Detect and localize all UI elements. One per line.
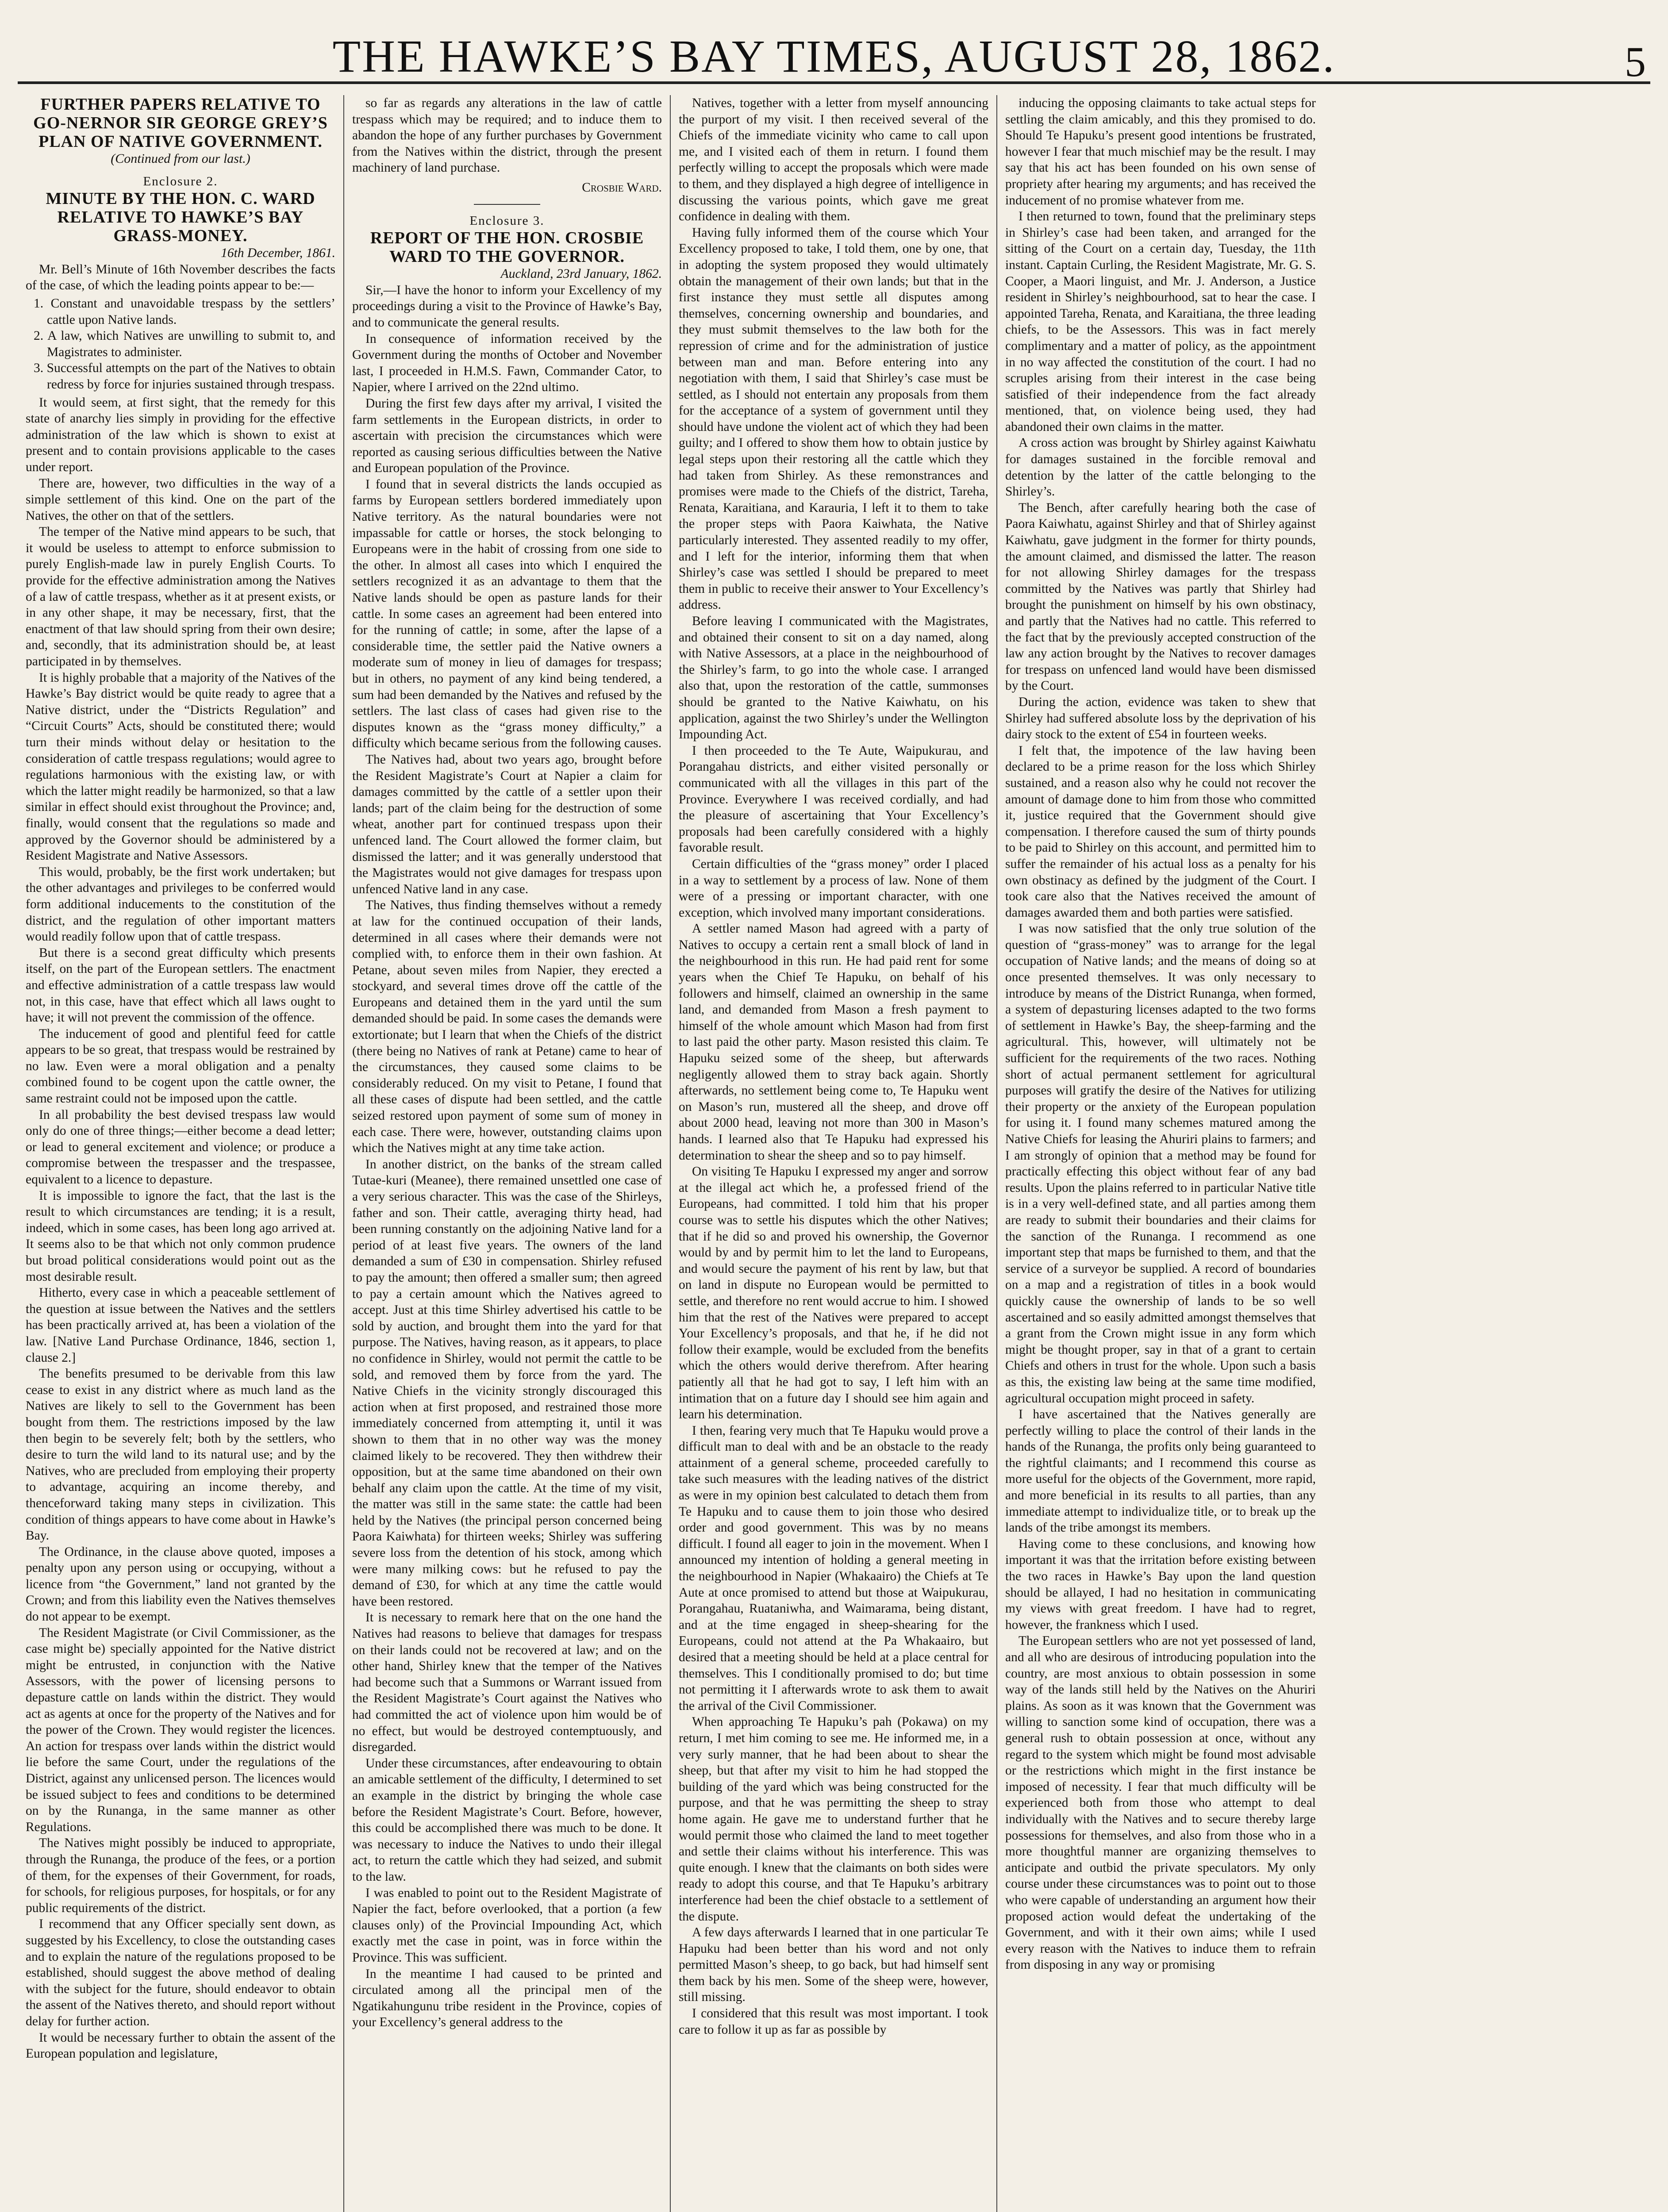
paragraph: A few days afterwards I learned that in one particular Te Hapuku had been better than his word and not only permitted Mason’s sheep, to go back, but had himself sent them back by his men. Some of the sheep were, however, still missing. bbox=[679, 1925, 988, 2005]
masthead bbox=[18, 31, 1650, 84]
paragraph: Having come to these conclusions, and knowing how important it was that the irritation before existing between the two races in Hawke’s Bay upon the land question should be allayed, I had no hesitation in communicating my views with great freedom. I have had to regret, however, the frankness which I used. bbox=[1005, 1536, 1316, 1632]
paragraph: But there is a second great difficulty which presents itself, on the part of the European settlers. The enactment and effective administration of a cattle trespass law would not, in this case, have that effect which all laws ought to have; it will not prevent the commission of the offence. bbox=[26, 945, 335, 1025]
column-4 bbox=[997, 95, 1324, 2212]
paragraph: It would be necessary further to obtain the assent of the European population and legislature, bbox=[26, 2030, 335, 2061]
paragraph: On visiting Te Hapuku I expressed my anger and sorrow at the illegal act which he, a professed friend of the Europeans, had committed. I told him that his proper course was to settle his disputes which the other Natives; that if he did so and proved his ownership, the Governor would by and by permit him to let the land to Europeans, and would secure the payment of his rent by law, but that on land in dispute no European would be permitted to settle, and therefore no rent would accrue to him. I showed him that the rest of the Natives were prepared to accept Your Excellency’s proposals, and that he, if he did not follow their example, would be excluded from the benefits which the others would derive therefrom. After hearing patiently all that he had got to say, I left him with an intimation that on a future day I should see him again and learn his determination. bbox=[679, 1164, 988, 1422]
paragraph: Natives, together with a letter from myself announcing the purport of my visit. I then received several of the Chiefs of the immediate vicinity who came to call upon me, and I visited each of them in return. I found them perfectly willing to accept the proposals which were made to them, and they displayed a high degree of intelligence in discussing the various points, which gave me great confidence in dealing with them. bbox=[679, 96, 988, 224]
paragraph: The inducement of good and plentiful feed for cattle appears to be so great, that trespass would be restrained by no law. Even were a moral obligation and a penalty combined found to be cogent upon the cattle owner, the same restraint could not be imposed upon the cattle. bbox=[26, 1026, 335, 1106]
paragraph: I was now satisfied that the only true solution of the question of “grass-money” was to arrange for the legal occupation of Native lands; and the means of doing so at once presented themselves. It was only necessary to introduce by means of the District Runanga, when formed, a system of depasturing licenses adapted to the two forms of settlement in Hawke’s Bay, the sheep-farming and the agricultural. This, however, will ultimately not be sufficient for the requirements of the two races. Nothing short of actual permanent settlement for agricultural purposes will gratify the desire of the Natives for utilizing their property or the anxiety of the European population for using it. I found many schemes matured among the Native Chiefs for leasing the Ahuriri plains to farmers; and I am strongly of opinion that a method may be found for practically effecting this object without fear of any bad results. Upon the plains referred to in particular Native title is in a very well-defined state, and all parties among them are ready to submit their boundaries and their claims for the sanction of the Runanga. I recommend as one important step that maps be furnished to them, and that the service of a surveyor be supplied. A record of boundaries on a map and a registration of titles in a book would quickly cause the ownership of lands to be so well ascertained and so easily admitted amongst themselves that a grant from the Crown might issue in any form which might be thought proper, say in that of a grant to certain Chiefs and others in trust for the whole. Upon such a basis as this, the existing law being at the same time modified, agricultural occupation might proceed in safety. bbox=[1005, 922, 1316, 1406]
paragraph: The Natives, thus finding themselves without a remedy at law for the continued occupation of their lands, determined in all cases where their demands were not complied with, to enforce them in their own fashion. At Petane, about seven miles from Napier, they erected a stockyard, and several times drove off the cattle of the Europeans and detained them in the yard until the sum demanded should be paid. In some cases the demands were extortionate; but I learn that when the Chiefs of the district (there being no Natives of rank at Petane) came to hear of the circumstances, they caused some claims to be considerably reduced. On my visit to Petane, I found that all these cases of dispute had been settled, and the cattle seized restored upon payment of some sum of money in each case. There were, however, outstanding claims upon which the Natives might at any time take action. bbox=[352, 898, 662, 1156]
article-columns bbox=[18, 95, 1650, 2212]
paragraph: I have ascertained that the Natives generally are perfectly willing to place the control of their lands in the hands of the Runanga, the profits only being guaranteed to the rightful claimants; and I recommend this course as more useful for the objects of the Government, more rapid, and more beneficial in its results to all parties, than any immediate attempt to individualize title, or to break up the lands of the tribe amongst its members. bbox=[1005, 1407, 1316, 1535]
paragraph: During the action, evidence was taken to shew that Shirley had suffered absolute loss by the deprivation of his dairy stock to the extent of £54 in fourteen weeks. bbox=[1005, 695, 1316, 742]
paragraph: It is impossible to ignore the fact, that the last is the result to which circumstances are tending; it is a result, indeed, which in some cases, has been long ago arrived at. It seems also to be that which not only common prudence but broad political considerations would point out as the most desirable result. bbox=[26, 1188, 335, 1284]
paragraph: I considered that this result was most important. I took care to follow it up as far as possible by bbox=[679, 2006, 988, 2037]
paragraph: so far as regards any alterations in the law of cattle trespass which may be required; and to induce them to abandon the hope of any further purchases by Government from the Natives within the district, through the present machinery of land purchase. bbox=[352, 96, 662, 175]
paragraph: Under these circumstances, after endeavouring to obtain an amicable settlement of the difficulty, I determined to set an example in the district by bringing the whole case before the Resident Magistrate’s Court. Before, however, this could be accomplished there was much to be done. It was necessary to induce the Natives to undo their illegal act, to return the cattle which they had seized, and submit to the law. bbox=[352, 1756, 662, 1884]
minute-heading: MINUTE BY THE HON. C. WARD RELATIVE TO HAWKE’S BAY GRASS-MONEY. bbox=[46, 189, 315, 246]
paragraph: I then, fearing very much that Te Hapuku would prove a difficult man to deal with and be an obstacle to the ready attainment of a general scheme, proceeded carefully to take such measures with the leading natives of the district as were in my opinion best calculated to detach them from Te Hapuku and to cause them to join those who desired order and good government. This was by no means difficult. I found all eager to join in the movement. When I announced my intention of holding a general meeting in the neighbourhood in Napier (Whakaairo) the Chiefs at Te Aute at once promised to attend but those at Waipukurau, Porangahau, Ruataniwha, and Waimarama, being distant, and at the time engaged in sheep-shearing for the Europeans, could not attend at the Pa Whakaairo, but desired that a meeting should be held at a place central for themselves. This I conditionally promised to do; but time not permitting it I afterwards wrote to ask them to await the arrival of the Civil Commissioner. bbox=[679, 1423, 988, 1713]
paragraph: The Resident Magistrate (or Civil Commissioner, as the case might be) specially appointed for the Native district might be entrusted, in conjunction with the Native Assessors, with the power of licensing persons to depasture cattle on lands within the district. They would act as agents at once for the property of the Natives and for the power of the Crown. They would register the licences. An action for trespass over lands within the district would lie before the same Court, under the regulations of the District, against any unlicensed person. The licences would be issued subject to fees and conditions to be determined on by the Runanga, in the same manner as other Regulations. bbox=[26, 1625, 335, 1834]
paragraph: It would seem, at first sight, that the remedy for this state of anarchy lies simply in providing for the effective administration of the law which is shown to exist at present and to contain provisions applicable to the cases under report. bbox=[26, 395, 335, 474]
paragraph: I found that in several districts the lands occupied as farms by European settlers bordered immediately upon Native territory. As the natural boundaries were not impassable for cattle or horses, the stock belonging to Europeans were in the habit of crossing from one side to the other. In almost all cases into which I enquired the settlers recognized it as an advantage to them that the Native lands should be open as pasture lands for their cattle. In some cases an agreement had been entered into for the running of cattle; in some, after the lapse of a considerable time, the settler paid the Native owners a moderate sum of money in lieu of damages for trespass; but in others, no payment of any kind being tendered, a sum had been demanded by the Natives and refused by the settlers. The last class of cases had given rise to the disputes known as the “grass money difficulty,” a difficulty which became serious from the following causes. bbox=[352, 477, 662, 751]
paragraph: It is highly probable that a majority of the Natives of the Hawke’s Bay district would be quite ready to agree that a Native district, under the “Districts Regulation” and “Circuit Courts” Acts, should be constituted there; would turn their minds without delay or hesitation to the consideration of cattle trespass regulations; would agree to regulations harmonious with the existing law, or with which the latter might readily be harmonized, so that a law similar in effect should exist throughout the Province; and, finally, would consent that the regulations so made and approved by the Governor should be administered by a Resident Magistrate and Native Assessors. bbox=[26, 670, 335, 863]
points-list bbox=[26, 296, 335, 393]
paragraph: I recommend that any Officer specially sent down, as suggested by his Excellency, to close the outstanding cases and to explain the nature of the regulations proposed to be established, should suggest the above method of dealing with the subject for the future, should endeavor to obtain the assent of the Natives thereto, and should report without delay for further action. bbox=[26, 1917, 335, 2028]
paragraph: Having fully informed them of the course which Your Excellency proposed to take, I told them, one by one, that in adopting the system proposed they would ultimately obtain the management of their own lands; but that in the first instance they must settle all disputes among themselves, concerning ownership and boundaries, and they must submit themselves to the law both for the repression of crime and for the administration of justice between man and man. Before entering into any negotiation with them, I said that Shirley’s case must be settled, as I should not entertain any proposals from them for the acceptance of a system of government until they should have undone the violent act of which they had been guilty; and I offered to show them how to obtain justice by legal steps upon their restoring all the cattle which they had taken from Shirley. As these remonstrances and promises were made to the Chiefs of the district, Tareha, Renata, Karaitiana, and Karauria, I left it to them to take the proper steps with Paora Kaiwhata, the Native particularly interested. They assented readily to my offer, and I left for the interior, informing them that when Shirley’s case was settled I should be prepared to meet them in public to receive their answer to Your Excellency’s address. bbox=[679, 225, 988, 612]
paragraph: The Natives might possibly be induced to appropriate, through the Runanga, the produce of the fees, or a portion of them, for the expenses of their Government, for roads, for schools, for religious purposes, for hospitals, or for any public requirements of the district. bbox=[26, 1836, 335, 1915]
paragraph: The temper of the Native mind appears to be such, that it would be useless to attempt to enforce submission to purely English-made law in purely English Courts. To provide for the effective administration among the Natives of a law of cattle trespass, whether as it at present exists, or in any other shape, it may be necessary, first, that the enactment of that law should spring from their own desire; and, secondly, that its administration should be, at least participated in by themselves. bbox=[26, 525, 335, 669]
report-date: Auckland, 23rd January, 1862. bbox=[500, 267, 662, 281]
paragraph: In the meantime I had caused to be printed and circulated among all the principal men of the Ngatikahungunu tribe resident in the Province, copies of your Excellency’s general address to the bbox=[352, 1966, 662, 2030]
paragraph: In another district, on the banks of the stream called Tutae-kuri (Meanee), there remained unsettled one case of a very serious character. This was the case of the Shirleys, father and son. Their cattle, averaging thirty head, had been running constantly on the adjoining Native land for a period of at least five years. The owners of the land demanded a sum of £30 in compensation. Shirley refused to pay the amount; then offered a smaller sum; then agreed to pay a certain amount which the Natives agreed to accept. Just at this time Shirley advertised his cattle to be sold by auction, and brought them into the yard for that purpose. The Natives, having reason, as it appears, to place no confidence in Shirley, would not permit the cattle to be sold, and removed them by force from the yard. The Native Chiefs in the vicinity strongly discouraged this action when at first proposed, and restrained those more immediately concerned from attempting it, until it was shown to them that in no other way was the money claimed likely to be recovered. They then withdrew their opposition, but at the same time abandoned on their own behalf any claim upon the cattle. At the time of my visit, the matter was still in the same state: the cattle had been held by the Natives (the principal person concerned being Paora Kaiwhata) for thirteen weeks; Shirley was suffering severe loss from the detention of his stock, among which were many milking cows: but he refused to pay the demand of £30, for which at any time the cattle would have been restored. bbox=[352, 1157, 662, 1609]
paragraph: Hitherto, every case in which a peaceable settlement of the question at issue between the Natives and the settlers has been practically arrived at, has been a violation of the law. [Native Land Purchase Ordinance, 1846, section 1, clause 2.] bbox=[26, 1286, 335, 1365]
signature: Crosbie Ward. bbox=[582, 180, 662, 195]
paragraph: I felt that, the impotence of the law having been declared to be a prime reason for the loss which Shirley sustained, and a reason also why he could not recover the amount of damage done to him from those who committed it, justice required that the Government should give compensation. I therefore caused the sum of thirty pounds to be paid to Shirley on this account, and permitted him to suffer the remainder of his actual loss as a penalty for his own obstinacy as defined by the judgment of the Court. I took care also that the Natives received the amount of damages awarded them and both parties were satisfied. bbox=[1005, 743, 1316, 920]
paragraph: The benefits presumed to be derivable from this law cease to exist in any district where as much land as the Natives are likely to sell to the Government has been bought from them. The restrictions imposed by the law then begin to be severely felt; both by the settlers, who desire to turn the wild land to its natural use; and by the Natives, who are precluded from employing their property to advantage, acquiring an income thereby, and thenceforward taking many steps in civilization. This condition of things appears to have come about in Hawke’s Bay. bbox=[26, 1367, 335, 1543]
page-number: 5 bbox=[1625, 38, 1646, 85]
paragraph: I was enabled to point out to the Resident Magistrate of Napier the fact, before overlooked, that a portion (a few clauses only) of the Provincial Impounding Act, which exactly met the case in point, was in force within the Province. This was sufficient. bbox=[352, 1886, 662, 1965]
paragraph: The Natives had, about two years ago, brought before the Resident Magistrate’s Court at Napier a claim for damages committed by the cattle of a settler upon their lands; part of the claim being for the destruction of some wheat, another part for continued trespass upon their unfenced land. The Court allowed the former claim, but dismissed the latter; and it was generally understood that the Magistrates would not give damages for trespass upon unfenced Native land in any case. bbox=[352, 752, 662, 896]
list-item: 1. Constant and unavoidable trespass by the settlers’ cattle upon Native lands. bbox=[34, 296, 335, 327]
paragraph: In consequence of information received by the Government during the months of October and November last, I proceeded in H.M.S. Fawn, Commander Cator, to Napier, where I arrived on the 22nd ultimo. bbox=[352, 331, 662, 395]
enclosure-label: Enclosure 3. bbox=[469, 213, 545, 228]
paragraph: When approaching Te Hapuku’s pah (Pokawa) on my return, I met him coming to see me. He informed me, in a very surly manner, that he had been about to shear the sheep, but that after my visit to him he had stopped the building of the yard which was being constructed for the purpose, and that he was permitting the sheep to stray home again. He gave me to understand further that he would permit those who claimed the land to meet together and settle their claims without his interference. This was quite enough. I knew that the claimants on both sides were ready to adopt this course, and that Te Hapuku’s arbitrary interference had been the chief obstacle to a settlement of the dispute. bbox=[679, 1715, 988, 1924]
paragraph: Sir,—I have the honor to inform your Excellency of my proceedings during a visit to the Province of Hawke’s Bay, and to communicate the general results. bbox=[352, 283, 662, 330]
paragraph: Certain difficulties of the “grass money” order I placed in a way to settlement by a process of law. None of them were of a pressing or important character, with one exception, which involved many important considerations. bbox=[679, 856, 988, 920]
paragraph: I then proceeded to the Te Aute, Waipukurau, and Porangahau districts, and either visited personally or communicated with all the villages in this part of the Province. Everywhere I was received cordially, and had the pleasure of ascertaining that Your Excellency’s proposals had been carefully considered with a highly favorable result. bbox=[679, 743, 988, 855]
column-1 bbox=[18, 95, 344, 2212]
minute-date: 16th December, 1861. bbox=[221, 246, 335, 261]
report-heading: REPORT OF THE HON. CROSBIE WARD TO THE GOVERNOR. bbox=[370, 229, 644, 266]
list-item: 3. Successful attempts on the part of the Natives to obtain redress by force for injuries sustained through trespass. bbox=[34, 361, 335, 392]
paragraph: During the first few days after my arrival, I visited the farm settlements in the European districts, in order to ascertain with precision the circumstances which were reported as causing serious difficulties between the Native and European population of the Province. bbox=[352, 396, 662, 476]
paragraph: inducing the opposing claimants to take actual steps for settling the claim amicably, and this they promised to do. Should Te Hapuku’s present good intentions be frustrated, however I fear that much mischief may be the result. I may say that his act has been founded on his own sense of propriety after hearing my arguments; and has received the inducement of no promise whatever from me. bbox=[1005, 96, 1316, 207]
paragraph: The Bench, after carefully hearing both the case of Paora Kaiwhatu, against Shirley and that of Shirley against Kaiwhatu, gave judgment in the former for thirty pounds, the amount claimed, and dismissed the latter. The reason for not allowing Shirley damages for the trespass committed by the Natives was partly that Shirley had brought the punishment on himself by his own obstinacy, and partly that the Natives had no cattle. This referred to the fact that by the previously accepted construction of the law any action brought by the Natives to recover damages for trespass on unfenced land would have been dismissed by the Court. bbox=[1005, 500, 1316, 693]
paragraph: A cross action was brought by Shirley against Kaiwhatu for damages sustained in the forcible removal and detention by the latter of the cattle belonging to the Shirley’s. bbox=[1005, 436, 1316, 499]
paragraph: A settler named Mason had agreed with a party of Natives to occupy a certain rent a small block of land in the neighbourhood in this run. He had paid rent for some years when the Chief Te Hapuku, on behalf of his followers and himself, claimed an ownership in the same land, and demanded from Mason a fresh payment to himself of the whole amount which Mason had from first to last paid the other party. Mason resisted this claim. Te Hapuku seized some of the sheep, but afterwards negligently allowed them to stray back again. Shortly afterwards, no settlement being come to, Te Hapuku went on Mason’s run, mustered all the sheep, and drove off about 2000 head, leaving not more than 300 in Mason’s hands. I learned also that Te Hapuku had expressed his determination to shear the sheep and so to pay himself. bbox=[679, 922, 988, 1163]
article-heading: FURTHER PAPERS RELATIVE TO GO-NERNOR SIR GEORGE GREY’S PLAN OF NATIVE GOVERNMENT. bbox=[33, 95, 328, 151]
paragraph: In all probability the best devised trespass law would only do one of three things;—either become a dead letter; or lead to general excitement and violence; or produce a compromise between the trespasser and the trespassee, equivalent to a licence to depasture. bbox=[26, 1107, 335, 1187]
paragraph: There are, however, two difficulties in the way of a simple settlement of this kind. One on the part of the Natives, the other on that of the settlers. bbox=[26, 476, 335, 523]
paragraph: The Ordinance, in the clause above quoted, imposes a penalty upon any person using or occupying, without a licence from “the Government,” land not granted by the Crown; and from this liability even the Natives themselves do not appear to be exempt. bbox=[26, 1544, 335, 1624]
column-2 bbox=[344, 95, 671, 2212]
masthead-title: THE HAWKE’S BAY TIMES, AUGUST 28, 1862. bbox=[332, 31, 1336, 82]
divider bbox=[474, 204, 540, 205]
list-item: 2. A law, which Natives are unwilling to submit to, and Magistrates to administer. bbox=[34, 329, 335, 359]
continued-note: (Continued from our last.) bbox=[111, 151, 250, 166]
paragraph: This would, probably, be the first work undertaken; but the other advantages and privileges to be conferred would form additional inducements to the constitution of the district, and the regulation of other important matters would readily follow upon that of cattle trespass. bbox=[26, 864, 335, 944]
column-3 bbox=[671, 95, 997, 2212]
enclosure-label: Enclosure 2. bbox=[143, 174, 218, 188]
paragraph: The European settlers who are not yet possessed of land, and all who are desirous of introducing population into the country, are most anxious to obtain possession in some way of the lands still held by the Natives on the Ahuriri plains. As soon as it was known that the Government was willing to sanction some kind of occupation, there was a general rush to obtain possession at once, without any regard to the system which might be found most advisable or the restrictions which might in the first instance be imposed of necessity. I fear that much difficulty will be experienced both from those who attempt to deal individually with the Natives and to secure thereby large possessions for themselves, and also from those who in a more thoughtful manner are organizing themselves to anticipate and outbid the private speculators. My only course under these circumstances was to point out to those who were capable of understanding an argument how their proposed action would defeat the undertaking of the Government, and with it their own aims; while I used every reason with the Natives to induce them to refrain from disposing in any way or promising bbox=[1005, 1634, 1316, 1972]
paragraph: I then returned to town, found that the preliminary steps in Shirley’s case had been taken, and arranged for the sitting of the Court on a certain day, Tuesday, the 11th instant. Captain Curling, the Resident Magistrate, Mr. G. S. Cooper, a Maori linguist, and Mr. J. Anderson, a Justice resident in Shirley’s neighbourhood, sat to hear the case. I appointed Tareha, Renata, and Karaitiana, the three leading chiefs, to be the Assessors. This was in fact merely complimentary and a matter of policy, as the appointment in no way affected the constitution of the court. I had no scruples arising from their interest in the case being satisfied of their independence from the fact already mentioned, that, on violence being used, they had abandoned their own claims in the matter. bbox=[1005, 209, 1316, 434]
paragraph: Before leaving I communicated with the Magistrates, and obtained their consent to sit on a day named, along with Native Assessors, at a place in the neighbourhood of the Shirley’s farm, to go into the whole case. I arranged also that, upon the restoration of the cattle, summonses should be granted to the Native Kaiwhatu, on his application, against the two Shirley’s under the Wellington Impounding Act. bbox=[679, 614, 988, 742]
paragraph: Mr. Bell’s Minute of 16th November describes the facts of the case, of which the leading points appear to be:— bbox=[26, 262, 335, 293]
paragraph: It is necessary to remark here that on the one hand the Natives had reasons to believe that damages for trespass on their lands could not be recovered at law; and on the other hand, Shirley knew that the temper of the Natives had become such that a Summons or Warrant issued from the Resident Magistrate’s Court against the Natives who had committed the act of violence upon him would be of no effect, but would be destroyed contemptuously, and disregarded. bbox=[352, 1610, 662, 1755]
